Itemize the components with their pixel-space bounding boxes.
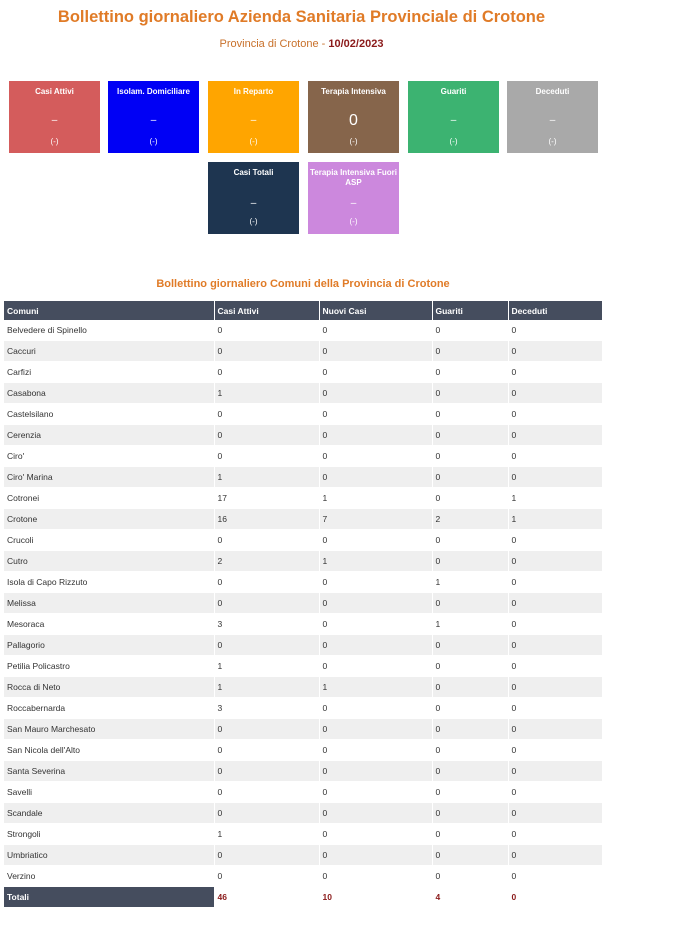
cell-deceduti: 0 bbox=[508, 593, 602, 614]
cell-comune: Savelli bbox=[4, 782, 214, 803]
cell-nuovi-casi: 0 bbox=[319, 656, 432, 677]
cell-deceduti: 0 bbox=[508, 740, 602, 761]
cell-comune: Belvedere di Spinello bbox=[4, 320, 214, 341]
cell-deceduti: 0 bbox=[508, 635, 602, 656]
cell-casi-attivi: 1 bbox=[214, 467, 319, 488]
cell-deceduti: 0 bbox=[508, 803, 602, 824]
cell-casi-attivi: 0 bbox=[214, 341, 319, 362]
cell-nuovi-casi: 0 bbox=[319, 614, 432, 635]
cell-comune: Strongoli bbox=[4, 824, 214, 845]
cell-guariti: 0 bbox=[432, 383, 508, 404]
cell-comune: Ciro' bbox=[4, 446, 214, 467]
cell-casi-attivi: 1 bbox=[214, 824, 319, 845]
cell-nuovi-casi: 0 bbox=[319, 761, 432, 782]
totals-row bbox=[4, 887, 602, 908]
table-row bbox=[4, 341, 602, 362]
card-casi-attivi bbox=[9, 81, 100, 153]
cell-guariti: 0 bbox=[432, 866, 508, 887]
card-terapia-intensiva bbox=[308, 81, 399, 153]
card-label: Deceduti bbox=[535, 87, 570, 96]
card-value: – bbox=[350, 198, 357, 209]
cell-casi-attivi: 3 bbox=[214, 614, 319, 635]
cell-comune: Caccuri bbox=[4, 341, 214, 362]
table-row bbox=[4, 467, 602, 488]
table-row bbox=[4, 656, 602, 677]
cell-comune: Crucoli bbox=[4, 530, 214, 551]
table-row bbox=[4, 593, 602, 614]
cell-nuovi-casi: 0 bbox=[319, 740, 432, 761]
cell-guariti: 0 bbox=[432, 362, 508, 383]
cell-guariti: 0 bbox=[432, 824, 508, 845]
cell-deceduti: 0 bbox=[508, 320, 602, 341]
table-row bbox=[4, 509, 602, 530]
card-label: Guariti bbox=[440, 87, 467, 96]
card-delta: (-) bbox=[149, 137, 158, 146]
province-name: Provincia di Crotone bbox=[219, 38, 319, 50]
cell-nuovi-casi: 0 bbox=[319, 698, 432, 719]
cell-deceduti: 1 bbox=[508, 509, 602, 530]
cell-deceduti: 0 bbox=[508, 425, 602, 446]
cell-deceduti: 0 bbox=[508, 530, 602, 551]
table-row bbox=[4, 866, 602, 887]
table-body bbox=[4, 320, 602, 887]
cell-guariti: 0 bbox=[432, 761, 508, 782]
table-row bbox=[4, 404, 602, 425]
cell-guariti: 1 bbox=[432, 572, 508, 593]
card-value: – bbox=[250, 198, 257, 209]
card-delta: (-) bbox=[249, 137, 258, 146]
table-row bbox=[4, 782, 602, 803]
cell-casi-attivi: 0 bbox=[214, 719, 319, 740]
cell-casi-attivi: 0 bbox=[214, 362, 319, 383]
municipalities-title: Bollettino giornaliero Comuni della Provincia di Crotone bbox=[156, 278, 450, 290]
cell-comune: Petilia Policastro bbox=[4, 656, 214, 677]
cell-comune: Umbriatico bbox=[4, 845, 214, 866]
cell-deceduti: 1 bbox=[508, 488, 602, 509]
cell-comune: Cotronei bbox=[4, 488, 214, 509]
page-title: Bollettino giornaliero Azienda Sanitaria Provinciale di Crotone bbox=[57, 8, 546, 26]
cell-comune: Rocca di Neto bbox=[4, 677, 214, 698]
cell-comune: San Mauro Marchesato bbox=[4, 719, 214, 740]
cell-deceduti: 0 bbox=[508, 572, 602, 593]
card-label: Isolam. Domiciliare bbox=[117, 87, 190, 96]
cell-guariti: 2 bbox=[432, 509, 508, 530]
cell-deceduti: 0 bbox=[508, 551, 602, 572]
table-row bbox=[4, 824, 602, 845]
cell-comune: Melissa bbox=[4, 593, 214, 614]
cell-nuovi-casi: 0 bbox=[319, 362, 432, 383]
cell-guariti: 0 bbox=[432, 740, 508, 761]
cell-casi-attivi: 3 bbox=[214, 698, 319, 719]
cell-comune: Verzino bbox=[4, 866, 214, 887]
cell-guariti: 0 bbox=[432, 698, 508, 719]
card-delta: (-) bbox=[548, 137, 557, 146]
subtitle-separator: - bbox=[318, 38, 329, 50]
cell-nuovi-casi: 0 bbox=[319, 824, 432, 845]
card-deceduti bbox=[507, 81, 598, 153]
cell-comune: Mesoraca bbox=[4, 614, 214, 635]
cell-comune: Carfizi bbox=[4, 362, 214, 383]
cell-casi-attivi: 0 bbox=[214, 803, 319, 824]
cell-comune: Roccabernarda bbox=[4, 698, 214, 719]
cell-comune: Castelsilano bbox=[4, 404, 214, 425]
cell-deceduti: 0 bbox=[508, 383, 602, 404]
cell-casi-attivi: 0 bbox=[214, 761, 319, 782]
cell-guariti: 0 bbox=[432, 656, 508, 677]
cell-nuovi-casi: 0 bbox=[319, 404, 432, 425]
cell-nuovi-casi: 0 bbox=[319, 635, 432, 656]
cell-nuovi-casi: 1 bbox=[319, 677, 432, 698]
cell-nuovi-casi: 0 bbox=[319, 530, 432, 551]
card-casi-totali bbox=[208, 162, 299, 234]
cell-nuovi-casi: 0 bbox=[319, 383, 432, 404]
cell-guariti: 0 bbox=[432, 782, 508, 803]
totals-label: Totali bbox=[4, 887, 214, 908]
card-label: In Reparto bbox=[233, 87, 274, 96]
table-row bbox=[4, 635, 602, 656]
table-row bbox=[4, 761, 602, 782]
cell-deceduti: 0 bbox=[508, 845, 602, 866]
cell-casi-attivi: 1 bbox=[214, 383, 319, 404]
cell-casi-attivi: 0 bbox=[214, 425, 319, 446]
totals-casi-attivi: 46 bbox=[214, 887, 319, 908]
cell-casi-attivi: 0 bbox=[214, 782, 319, 803]
cell-guariti: 0 bbox=[432, 635, 508, 656]
cell-casi-attivi: 0 bbox=[214, 845, 319, 866]
cell-casi-attivi: 0 bbox=[214, 593, 319, 614]
cell-deceduti: 0 bbox=[508, 614, 602, 635]
cell-nuovi-casi: 1 bbox=[319, 488, 432, 509]
report-date: 10/02/2023 bbox=[328, 38, 384, 50]
cell-guariti: 0 bbox=[432, 320, 508, 341]
cell-deceduti: 0 bbox=[508, 467, 602, 488]
cell-deceduti: 0 bbox=[508, 761, 602, 782]
column-header-nuovi-casi: Nuovi Casi bbox=[319, 301, 432, 320]
cell-casi-attivi: 2 bbox=[214, 551, 319, 572]
card-value: – bbox=[250, 115, 257, 126]
table-row bbox=[4, 740, 602, 761]
cell-casi-attivi: 0 bbox=[214, 635, 319, 656]
cell-casi-attivi: 0 bbox=[214, 404, 319, 425]
cell-casi-attivi: 0 bbox=[214, 446, 319, 467]
cell-guariti: 0 bbox=[432, 425, 508, 446]
cell-guariti: 0 bbox=[432, 677, 508, 698]
card-in-reparto bbox=[208, 81, 299, 153]
cell-casi-attivi: 1 bbox=[214, 656, 319, 677]
card-value: – bbox=[450, 115, 457, 126]
cell-guariti: 0 bbox=[432, 845, 508, 866]
cell-guariti: 0 bbox=[432, 467, 508, 488]
cell-deceduti: 0 bbox=[508, 782, 602, 803]
cell-deceduti: 0 bbox=[508, 341, 602, 362]
cell-nuovi-casi: 0 bbox=[319, 341, 432, 362]
card-isolamento-domiciliare bbox=[108, 81, 199, 153]
cell-guariti: 0 bbox=[432, 404, 508, 425]
column-header-guariti: Guariti bbox=[432, 301, 508, 320]
cell-guariti: 0 bbox=[432, 488, 508, 509]
card-guariti bbox=[408, 81, 499, 153]
column-header-comuni: Comuni bbox=[4, 301, 214, 320]
cell-nuovi-casi: 1 bbox=[319, 551, 432, 572]
cell-deceduti: 0 bbox=[508, 677, 602, 698]
cell-deceduti: 0 bbox=[508, 656, 602, 677]
cell-deceduti: 0 bbox=[508, 404, 602, 425]
cell-comune: Pallagorio bbox=[4, 635, 214, 656]
table-row bbox=[4, 551, 602, 572]
cell-comune: Cutro bbox=[4, 551, 214, 572]
table-row bbox=[4, 425, 602, 446]
table-row bbox=[4, 698, 602, 719]
cell-casi-attivi: 1 bbox=[214, 677, 319, 698]
card-delta: (-) bbox=[50, 137, 59, 146]
card-delta: (-) bbox=[249, 217, 258, 226]
card-label: Casi Totali bbox=[233, 168, 274, 177]
table-row bbox=[4, 845, 602, 866]
cell-casi-attivi: 0 bbox=[214, 740, 319, 761]
cell-nuovi-casi: 0 bbox=[319, 782, 432, 803]
table-row bbox=[4, 719, 602, 740]
cell-nuovi-casi: 0 bbox=[319, 425, 432, 446]
cell-casi-attivi: 0 bbox=[214, 572, 319, 593]
cell-nuovi-casi: 0 bbox=[319, 320, 432, 341]
card-value: 0 bbox=[349, 112, 358, 129]
cell-guariti: 0 bbox=[432, 530, 508, 551]
cell-comune: Isola di Capo Rizzuto bbox=[4, 572, 214, 593]
cell-deceduti: 0 bbox=[508, 446, 602, 467]
totals-nuovi-casi: 10 bbox=[319, 887, 432, 908]
cell-deceduti: 0 bbox=[508, 362, 602, 383]
cell-guariti: 0 bbox=[432, 341, 508, 362]
card-value: – bbox=[51, 115, 58, 126]
cell-guariti: 0 bbox=[432, 803, 508, 824]
totals-deceduti: 0 bbox=[508, 887, 602, 908]
cell-nuovi-casi: 0 bbox=[319, 572, 432, 593]
table-row bbox=[4, 530, 602, 551]
cell-guariti: 0 bbox=[432, 719, 508, 740]
table-row bbox=[4, 677, 602, 698]
cell-guariti: 0 bbox=[432, 551, 508, 572]
card-label: Terapia Intensiva bbox=[321, 87, 386, 96]
table-row bbox=[4, 488, 602, 509]
cell-nuovi-casi: 0 bbox=[319, 467, 432, 488]
cell-casi-attivi: 0 bbox=[214, 530, 319, 551]
cell-comune: Ciro' Marina bbox=[4, 467, 214, 488]
report-subtitle bbox=[0, 38, 603, 50]
card-delta: (-) bbox=[449, 137, 458, 146]
table-header-row bbox=[4, 301, 602, 320]
card-delta: (-) bbox=[349, 137, 358, 146]
column-header-deceduti: Deceduti bbox=[508, 301, 602, 320]
cell-comune: Cerenzia bbox=[4, 425, 214, 446]
cell-guariti: 0 bbox=[432, 593, 508, 614]
cell-deceduti: 0 bbox=[508, 698, 602, 719]
cell-deceduti: 0 bbox=[508, 824, 602, 845]
cell-comune: Crotone bbox=[4, 509, 214, 530]
table-row bbox=[4, 803, 602, 824]
table-row bbox=[4, 446, 602, 467]
card-terapia-intensiva-fuori-asp bbox=[308, 162, 399, 234]
cell-nuovi-casi: 0 bbox=[319, 845, 432, 866]
municipalities-table bbox=[4, 301, 603, 908]
cell-nuovi-casi: 0 bbox=[319, 803, 432, 824]
table-row bbox=[4, 614, 602, 635]
card-value: – bbox=[549, 115, 556, 126]
column-header-casi-attivi: Casi Attivi bbox=[214, 301, 319, 320]
card-delta: (-) bbox=[349, 217, 358, 226]
cell-nuovi-casi: 7 bbox=[319, 509, 432, 530]
cell-casi-attivi: 17 bbox=[214, 488, 319, 509]
table-row bbox=[4, 362, 602, 383]
card-label: Casi Attivi bbox=[35, 87, 74, 96]
cell-comune: Scandale bbox=[4, 803, 214, 824]
table-row bbox=[4, 572, 602, 593]
cell-deceduti: 0 bbox=[508, 719, 602, 740]
cell-comune: Casabona bbox=[4, 383, 214, 404]
card-value: – bbox=[150, 115, 157, 126]
cell-nuovi-casi: 0 bbox=[319, 866, 432, 887]
card-label: Terapia Intensiva Fuori ASP bbox=[310, 168, 397, 187]
cell-casi-attivi: 0 bbox=[214, 320, 319, 341]
table-row bbox=[4, 383, 602, 404]
totals-guariti: 4 bbox=[432, 887, 508, 908]
cell-nuovi-casi: 0 bbox=[319, 719, 432, 740]
cell-casi-attivi: 16 bbox=[214, 509, 319, 530]
cell-comune: San Nicola dell'Alto bbox=[4, 740, 214, 761]
cell-guariti: 0 bbox=[432, 446, 508, 467]
cell-nuovi-casi: 0 bbox=[319, 593, 432, 614]
cell-guariti: 1 bbox=[432, 614, 508, 635]
cell-comune: Santa Severina bbox=[4, 761, 214, 782]
cell-nuovi-casi: 0 bbox=[319, 446, 432, 467]
cell-deceduti: 0 bbox=[508, 866, 602, 887]
table-row bbox=[4, 320, 602, 341]
cell-casi-attivi: 0 bbox=[214, 866, 319, 887]
